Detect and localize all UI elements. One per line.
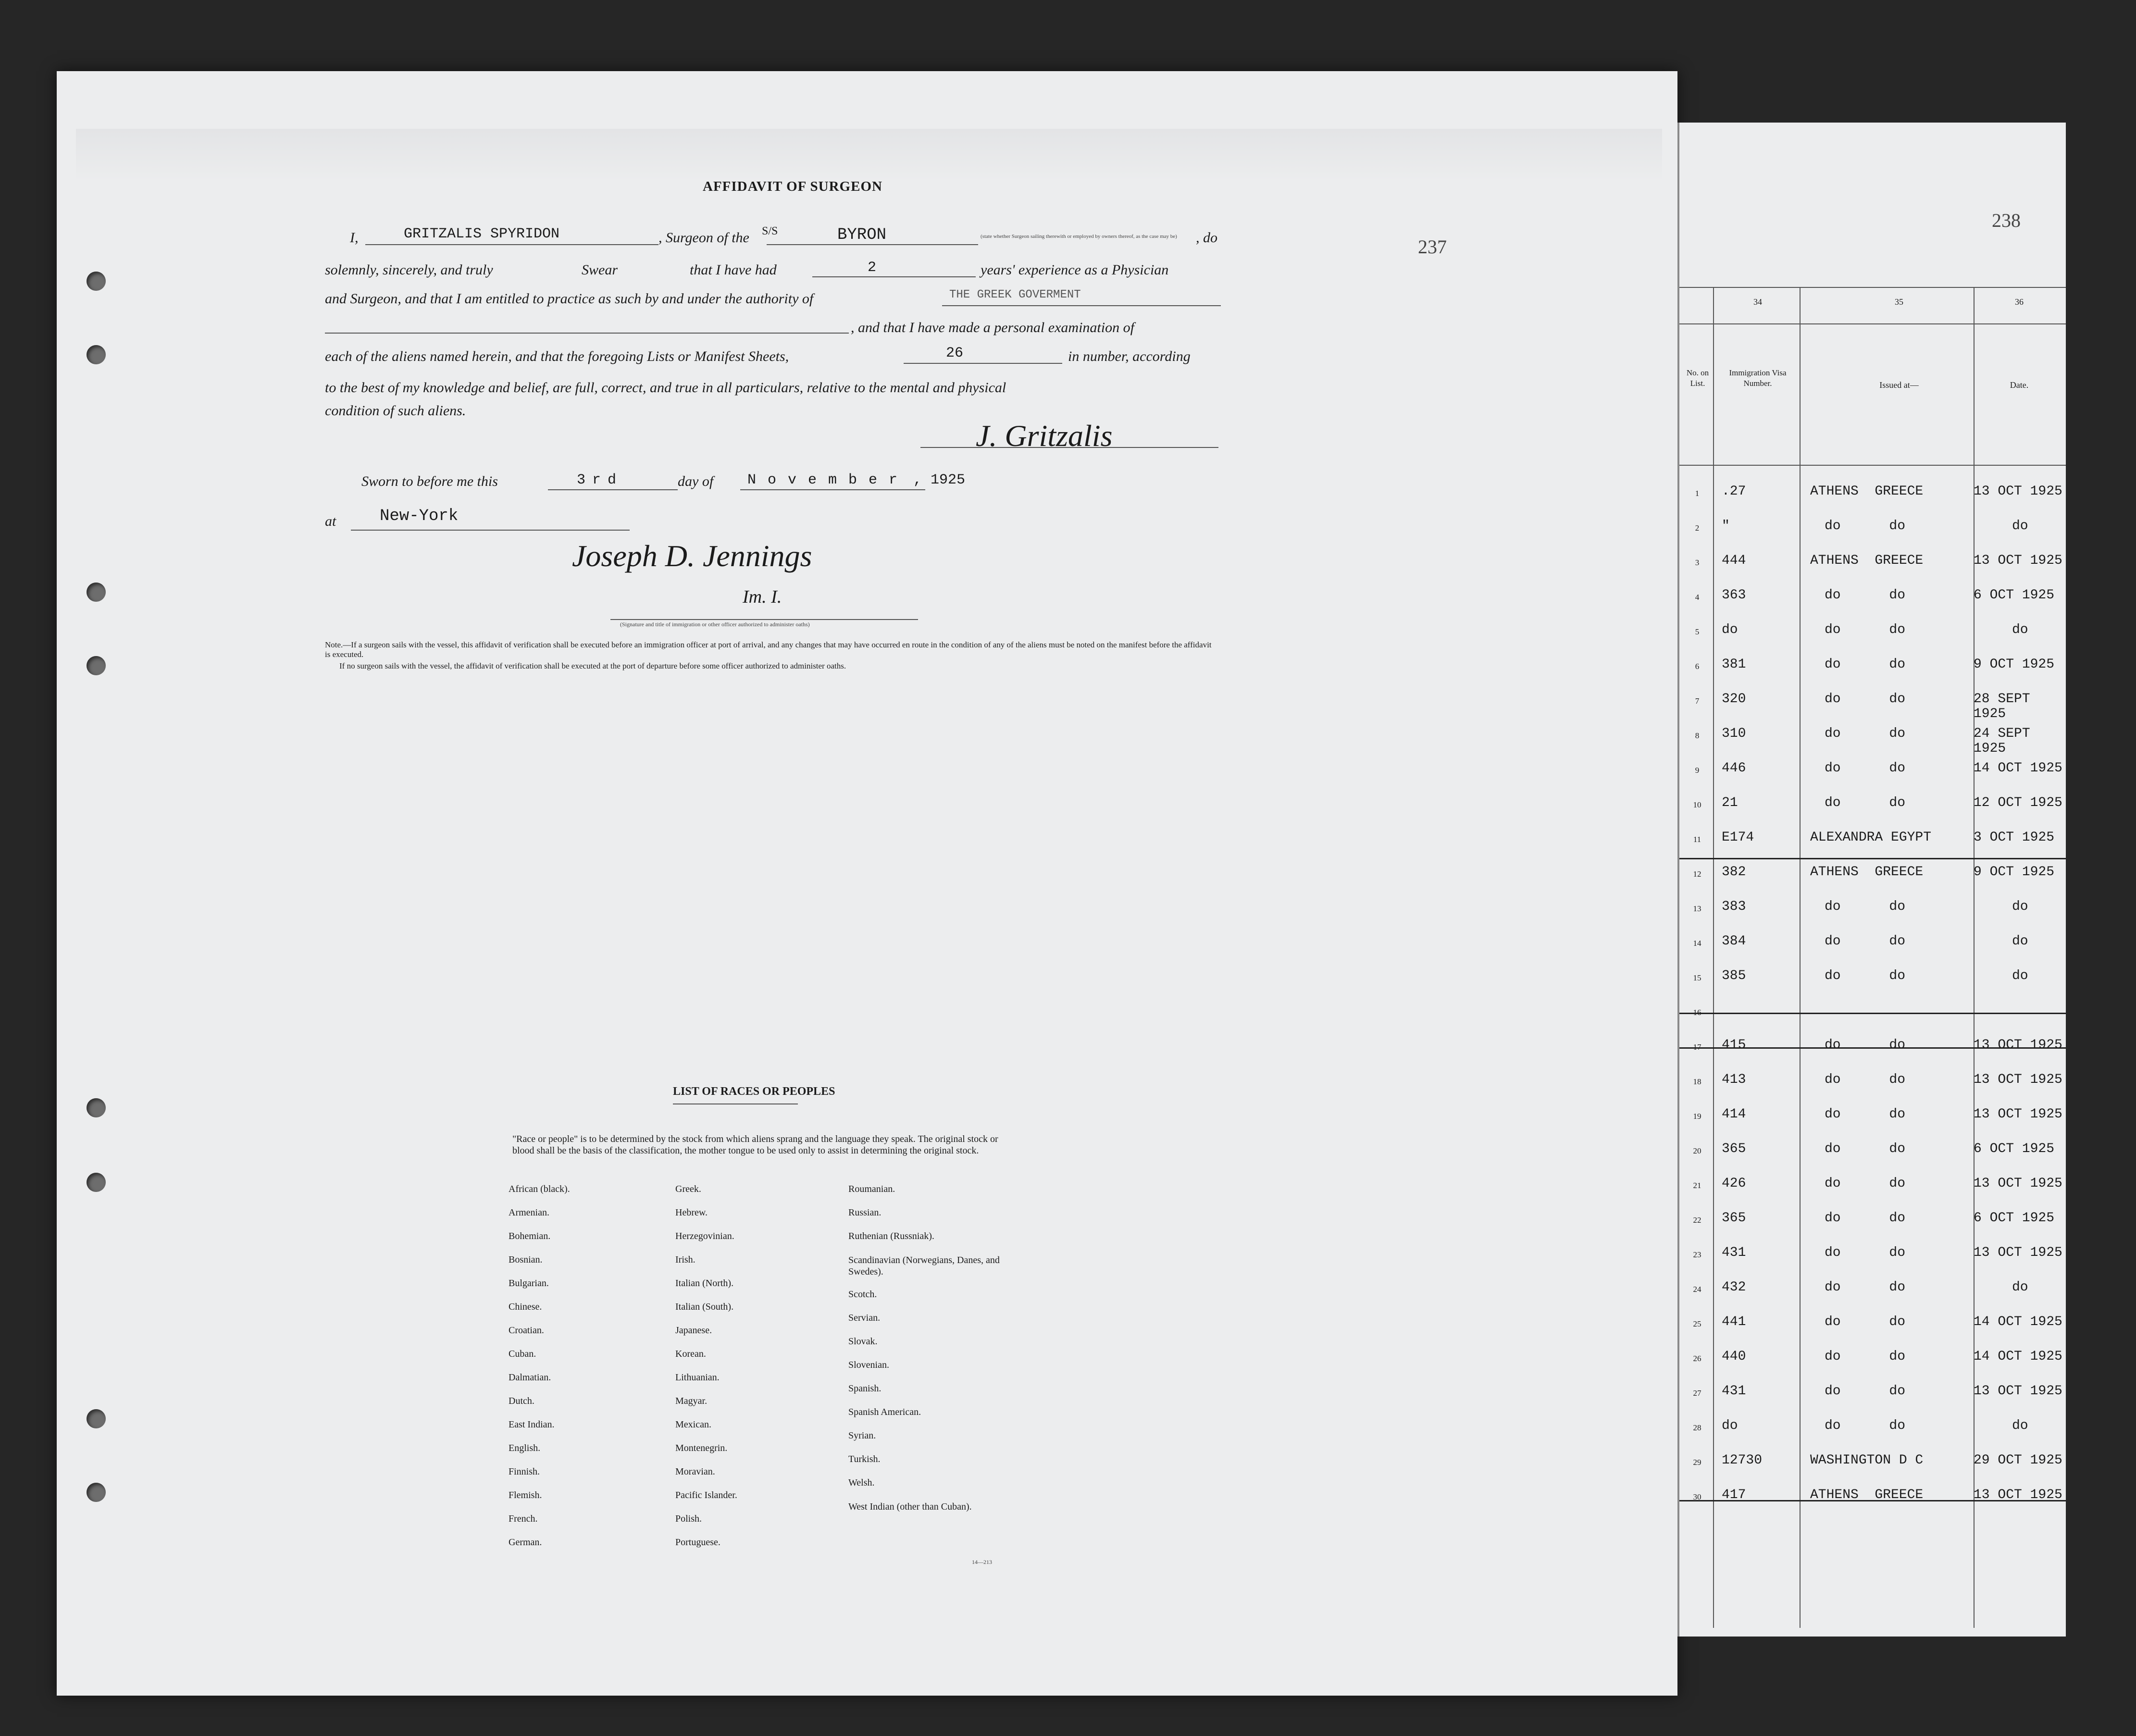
row-number: 4: [1695, 593, 1700, 602]
row-number: 16: [1693, 1008, 1701, 1017]
row-rule: [1679, 1500, 2066, 1501]
i-label: I,: [350, 230, 359, 246]
race-item: Magyar.: [675, 1396, 708, 1406]
issued-at: do do: [1825, 588, 1906, 603]
sworn-month: November: [747, 472, 909, 488]
issued-at: do do: [1825, 1038, 1906, 1053]
table-row: [1679, 720, 2066, 755]
issued-at: WASHINGTON D C: [1810, 1453, 1924, 1468]
race-item: Irish.: [675, 1254, 695, 1265]
issue-date: 13 OCT 1925: [1974, 553, 2062, 568]
issue-date: 29 OCT 1925: [1974, 1453, 2062, 1468]
solemnly-text: solemnly, sincerely, and truly: [325, 262, 493, 278]
row-number: 24: [1693, 1285, 1701, 1294]
table-row: [1679, 1274, 2066, 1309]
table-row: [1679, 547, 2066, 582]
race-item: Armenian.: [509, 1207, 549, 1218]
visa-number: 441: [1722, 1314, 1746, 1329]
underline: [325, 333, 849, 334]
affidavit-title: AFFIDAVIT OF SURGEON: [703, 179, 882, 194]
table-row: [1679, 686, 2066, 720]
race-item: Portuguese.: [675, 1537, 720, 1548]
issue-date: 13 OCT 1925: [1974, 1384, 2062, 1399]
table-row: [1679, 859, 2066, 893]
issue-date: do: [2012, 622, 2028, 637]
race-item: German.: [509, 1537, 542, 1548]
visa-number: 382: [1722, 865, 1746, 880]
table-row: [1679, 1378, 2066, 1413]
row-number: 17: [1693, 1042, 1701, 1052]
race-item: Welsh.: [848, 1477, 875, 1488]
issued-at: do do: [1825, 968, 1906, 983]
table-row: [1679, 1170, 2066, 1205]
visa-number: 310: [1722, 726, 1746, 741]
col-number-36: 36: [2015, 297, 2024, 307]
visa-number: 12730: [1722, 1453, 1763, 1468]
issue-date: 13 OCT 1925: [1974, 1488, 2062, 1502]
row-number: 3: [1695, 558, 1700, 567]
table-rule: [1679, 465, 2066, 466]
row-number: 30: [1693, 1492, 1701, 1501]
row-number: 26: [1693, 1354, 1701, 1363]
issue-date: 13 OCT 1925: [1974, 1107, 2062, 1122]
row-number: 13: [1693, 904, 1701, 913]
visa-number: .27: [1722, 484, 1746, 499]
race-item: Slovak.: [848, 1336, 878, 1347]
have-had-text: that I have had: [690, 262, 777, 278]
visa-number: 417: [1722, 1488, 1746, 1502]
table-row: [1679, 755, 2066, 790]
race-item: Turkish.: [848, 1454, 881, 1464]
race-item: Russian.: [848, 1207, 882, 1218]
header-no-on-list: No. on List.: [1686, 368, 1709, 388]
visa-number: 413: [1722, 1072, 1746, 1087]
race-item: Roumanian.: [848, 1184, 895, 1194]
issued-at: do do: [1825, 657, 1906, 672]
race-item: English.: [509, 1443, 541, 1453]
in-number-text: in number, according: [1068, 348, 1191, 364]
row-number: 19: [1693, 1112, 1701, 1121]
issue-date: 14 OCT 1925: [1974, 761, 2062, 776]
table-row: [1679, 1413, 2066, 1447]
personal-exam-text: , and that I have made a personal examination of: [851, 320, 1134, 335]
race-item: Flemish.: [509, 1490, 542, 1500]
row-rule: [1679, 1047, 2066, 1049]
underline: [812, 276, 976, 277]
row-number: 12: [1693, 869, 1701, 879]
issued-at: do do: [1825, 1280, 1906, 1295]
table-row: [1679, 1309, 2066, 1343]
race-item: Pacific Islander.: [675, 1490, 737, 1500]
visa-number: 431: [1722, 1245, 1746, 1260]
issue-date: 13 OCT 1925: [1974, 484, 2062, 499]
race-item: African (black).: [509, 1184, 570, 1194]
issue-date: 6 OCT 1925: [1974, 588, 2055, 603]
races-column-3: [848, 1184, 1007, 1530]
race-item: Italian (North).: [675, 1278, 734, 1289]
visa-number: ": [1722, 519, 1730, 533]
years-value: 2: [868, 260, 877, 276]
row-number: 20: [1693, 1146, 1701, 1155]
issue-date: 24 SEPT 1925: [1974, 726, 2030, 756]
left-page-number: 237: [1418, 236, 1447, 258]
race-item: Cuban.: [509, 1349, 536, 1359]
issue-date: 13 OCT 1925: [1974, 1072, 2062, 1087]
issue-date: 13 OCT 1925: [1974, 1038, 2062, 1053]
at-label: at: [325, 513, 336, 529]
surgeon-signature: J. Gritzalis: [976, 419, 1113, 453]
surgeon-note-2: If no surgeon sails with the vessel, the affidavit of verification shall be executed at the port of departure before some officer authorized to administer oaths.: [339, 661, 846, 670]
issue-date: 13 OCT 1925: [1974, 1245, 2062, 1260]
table-row: [1679, 617, 2066, 651]
punch-hole: [87, 583, 106, 602]
row-number: 29: [1693, 1458, 1701, 1467]
race-item: Slovenian.: [848, 1360, 889, 1370]
underline: [351, 530, 630, 531]
table-row: [1679, 1032, 2066, 1066]
visa-number: 431: [1722, 1384, 1746, 1399]
table-row: [1679, 1240, 2066, 1274]
issue-date: do: [2012, 934, 2028, 949]
table-row: [1679, 928, 2066, 963]
race-item: Moravian.: [675, 1466, 715, 1477]
race-item: Italian (South).: [675, 1302, 734, 1312]
col-number-35: 35: [1895, 297, 1903, 307]
underline: [904, 363, 1062, 364]
issue-date: do: [2012, 519, 2028, 533]
visa-number: 415: [1722, 1038, 1746, 1053]
issued-at: do do: [1825, 1314, 1906, 1329]
row-number: 27: [1693, 1389, 1701, 1398]
punch-hole: [87, 272, 106, 291]
race-item: Lithuanian.: [675, 1372, 720, 1383]
issued-at: do do: [1825, 622, 1906, 637]
header-issued-at: Issued at—: [1879, 380, 1919, 390]
race-item: Montenegrin.: [675, 1443, 728, 1453]
race-item: Dutch.: [509, 1396, 534, 1406]
underline: [548, 489, 678, 490]
ship-note: (state whether Surgeon sailing therewith or employed by owners thereof, as the case may be): [981, 234, 1177, 239]
underline: [365, 244, 658, 245]
issued-at: do do: [1825, 519, 1906, 533]
issued-at: do do: [1825, 795, 1906, 810]
col-number-34: 34: [1753, 297, 1762, 307]
races-intro: "Race or people" is to be determined by the stock from which aliens sprang and the language they speak. The original stock or blood shall be the basis of the classification, the mother tongue to be used only to assist in determining the original stock.: [512, 1134, 998, 1156]
visa-number: 365: [1722, 1141, 1746, 1156]
race-item: Dalmatian.: [509, 1372, 551, 1383]
issued-at: do do: [1825, 934, 1906, 949]
right-page-number: 238: [1992, 210, 2021, 231]
race-item: Mexican.: [675, 1419, 711, 1430]
visa-number: 383: [1722, 899, 1746, 914]
signature-line: [610, 619, 918, 620]
signature-line: [920, 447, 1218, 448]
table-row: [1679, 1101, 2066, 1136]
sworn-year: , 1925: [913, 472, 966, 488]
each-of-text: each of the aliens named herein, and that the foregoing Lists or Manifest Sheets,: [325, 348, 789, 364]
race-item: Servian.: [848, 1313, 881, 1323]
underline: [767, 244, 978, 245]
bleed-through-header: [76, 129, 1662, 182]
table-row: [1679, 1205, 2066, 1240]
issued-at: do do: [1825, 1418, 1906, 1433]
row-number: 14: [1693, 939, 1701, 948]
visa-number: 365: [1722, 1211, 1746, 1226]
races-column-2: [675, 1184, 820, 1561]
punch-hole: [87, 656, 106, 675]
issued-at: do do: [1825, 1072, 1906, 1087]
issue-date: 6 OCT 1925: [1974, 1211, 2055, 1226]
issue-date: 3 OCT 1925: [1974, 830, 2055, 845]
years-text: years' experience as a Physician: [981, 262, 1169, 278]
issued-at: ATHENS GREECE: [1810, 865, 1924, 880]
race-item: Korean.: [675, 1349, 706, 1359]
race-item: Bohemian.: [509, 1231, 551, 1241]
race-item: Bulgarian.: [509, 1278, 549, 1289]
race-item: Polish.: [675, 1513, 702, 1524]
issue-date: do: [2012, 899, 2028, 914]
do-label: , do: [1196, 230, 1217, 246]
officer-title-mark: Im. I.: [743, 587, 782, 607]
row-rule: [1679, 858, 2066, 859]
punch-hole: [87, 1409, 106, 1428]
issue-date: 12 OCT 1925: [1974, 795, 2062, 810]
sworn-text: Sworn to before me this: [361, 473, 498, 489]
visa-number: 363: [1722, 588, 1746, 603]
issued-at: do do: [1825, 692, 1906, 707]
table-row: [1679, 1482, 2066, 1516]
underline: [942, 305, 1221, 306]
table-row: [1679, 478, 2066, 513]
race-item: Croatian.: [509, 1325, 544, 1336]
visa-number: 440: [1722, 1349, 1746, 1364]
visa-number: do: [1722, 1418, 1738, 1433]
surgeon-name: GRITZALIS SPYRIDON: [404, 226, 560, 242]
issue-date: 9 OCT 1925: [1974, 865, 2055, 880]
visa-number: 320: [1722, 692, 1746, 707]
table-row: [1679, 1136, 2066, 1170]
issued-at: do do: [1825, 1141, 1906, 1156]
visa-number: 384: [1722, 934, 1746, 949]
row-rule: [1679, 1013, 2066, 1014]
race-item: East Indian.: [509, 1419, 555, 1430]
issued-at: do do: [1825, 1211, 1906, 1226]
table-row: [1679, 963, 2066, 997]
row-number: 23: [1693, 1250, 1701, 1259]
table-row: [1679, 1066, 2066, 1101]
issued-at: do do: [1825, 1349, 1906, 1364]
table-row: [1679, 1447, 2066, 1482]
row-number: 11: [1693, 835, 1701, 844]
race-item: Scandinavian (Norwegians, Danes, and Swedes).: [848, 1255, 1000, 1277]
day-of-text: day of: [678, 473, 714, 489]
race-item: Herzegovinian.: [675, 1231, 734, 1241]
punch-hole: [87, 1098, 106, 1117]
swear-word: Swear: [582, 262, 618, 278]
issued-at: ATHENS GREECE: [1810, 484, 1924, 499]
ship-name: BYRON: [837, 226, 887, 244]
race-item: French.: [509, 1513, 538, 1524]
table-row: [1679, 513, 2066, 547]
row-number: 9: [1695, 766, 1700, 775]
officer-note: (Signature and title of immigration or other officer authorized to administer oaths): [620, 621, 810, 628]
punch-hole: [87, 1173, 106, 1192]
table-rule: [1679, 287, 2066, 288]
sheets-count: 26: [946, 345, 964, 361]
surgeon-note-1: Note.—If a surgeon sails with the vessel, this affidavit of verification shall be executed before an immigration officer at port of arrival, and any changes that may have occurred en route in the condition of any of the aliens must be noted on the manifest before the affidavit is executed.: [325, 640, 1212, 659]
race-item: Ruthenian (Russniak).: [848, 1231, 934, 1241]
authority-value: THE GREEK GOVERMENT: [949, 288, 1081, 301]
issued-at: do do: [1825, 1176, 1906, 1191]
row-number: 25: [1693, 1319, 1701, 1328]
sworn-day: 3rd: [577, 472, 623, 488]
issue-date: 9 OCT 1925: [1974, 657, 2055, 672]
visa-number: 381: [1722, 657, 1746, 672]
punch-hole: [87, 345, 106, 364]
punch-hole: [87, 1483, 106, 1502]
row-number: 7: [1695, 696, 1700, 706]
issue-date: 14 OCT 1925: [1974, 1314, 2062, 1329]
row-number: 6: [1695, 662, 1700, 671]
at-place: New-York: [380, 507, 459, 525]
race-item: Greek.: [675, 1184, 701, 1194]
header-visa-number: Immigration Visa Number.: [1729, 368, 1787, 388]
row-number: 15: [1693, 973, 1701, 982]
issued-at: ATHENS GREECE: [1810, 1488, 1924, 1502]
race-item: Bosnian.: [509, 1254, 543, 1265]
row-number: 10: [1693, 800, 1701, 809]
authority-text: and Surgeon, and that I am entitled to practice as such by and under the authority of: [325, 291, 814, 307]
table-row: [1679, 1343, 2066, 1378]
visa-number: E174: [1722, 830, 1754, 845]
row-number: 18: [1693, 1077, 1701, 1086]
visa-number: 426: [1722, 1176, 1746, 1191]
row-number: 1: [1695, 489, 1700, 498]
issued-at: ATHENS GREECE: [1810, 553, 1924, 568]
table-row: [1679, 790, 2066, 824]
races-heading: LIST OF RACES OR PEOPLES: [673, 1085, 835, 1098]
visa-number: 385: [1722, 968, 1746, 983]
issued-at: do do: [1825, 761, 1906, 776]
race-item: Spanish.: [848, 1383, 882, 1394]
row-number: 22: [1693, 1215, 1701, 1225]
row-number: 5: [1695, 627, 1700, 636]
visa-number: 446: [1722, 761, 1746, 776]
issued-at: do do: [1825, 726, 1906, 741]
issue-date: do: [2012, 1280, 2028, 1295]
races-column-1: [509, 1184, 653, 1561]
officer-signature: Joseph D. Jennings: [572, 539, 812, 573]
row-number: 21: [1693, 1181, 1701, 1190]
race-item: Chinese.: [509, 1302, 542, 1312]
best-of-text: to the best of my knowledge and belief, are full, correct, and true in all particulars, relative to the mental and physical: [325, 380, 1006, 396]
ship-prefix: S/S: [762, 225, 778, 237]
visa-number: 21: [1722, 795, 1738, 810]
row-number: 28: [1693, 1423, 1701, 1432]
race-item: Spanish American.: [848, 1407, 921, 1417]
issued-at: do do: [1825, 1384, 1906, 1399]
form-number: 14—213: [972, 1559, 992, 1565]
issued-at: do do: [1825, 899, 1906, 914]
table-row: [1679, 893, 2066, 928]
table-row: [1679, 997, 2066, 1032]
issue-date: 28 SEPT 1925: [1974, 692, 2030, 721]
visa-number: 432: [1722, 1280, 1746, 1295]
race-item: Japanese.: [675, 1325, 712, 1336]
issued-at: do do: [1825, 1107, 1906, 1122]
underline: [740, 489, 925, 490]
header-date: Date.: [2010, 380, 2029, 390]
issued-at: do do: [1825, 1245, 1906, 1260]
race-item: Scotch.: [848, 1289, 877, 1300]
row-number: 2: [1695, 523, 1700, 533]
issue-date: do: [2012, 968, 2028, 983]
race-item: Hebrew.: [675, 1207, 708, 1218]
visa-number: 414: [1722, 1107, 1746, 1122]
issue-date: 14 OCT 1925: [1974, 1349, 2062, 1364]
issue-date: do: [2012, 1418, 2028, 1433]
table-rule: [1679, 323, 2066, 324]
issued-at: ALEXANDRA EGYPT: [1810, 830, 1932, 845]
table-row: [1679, 582, 2066, 617]
visa-table-sheet: [1677, 123, 2066, 1637]
surgeon-of-label: , Surgeon of the: [658, 230, 749, 246]
row-number: 8: [1695, 731, 1700, 740]
table-row: [1679, 651, 2066, 686]
race-item: Syrian.: [848, 1430, 876, 1441]
race-item: Finnish.: [509, 1466, 540, 1477]
table-row: [1679, 824, 2066, 859]
issue-date: 6 OCT 1925: [1974, 1141, 2055, 1156]
visa-number: 444: [1722, 553, 1746, 568]
visa-number: do: [1722, 622, 1738, 637]
race-item: West Indian (other than Cuban).: [848, 1501, 972, 1512]
issue-date: 13 OCT 1925: [1974, 1176, 2062, 1191]
condition-text: condition of such aliens.: [325, 403, 466, 419]
